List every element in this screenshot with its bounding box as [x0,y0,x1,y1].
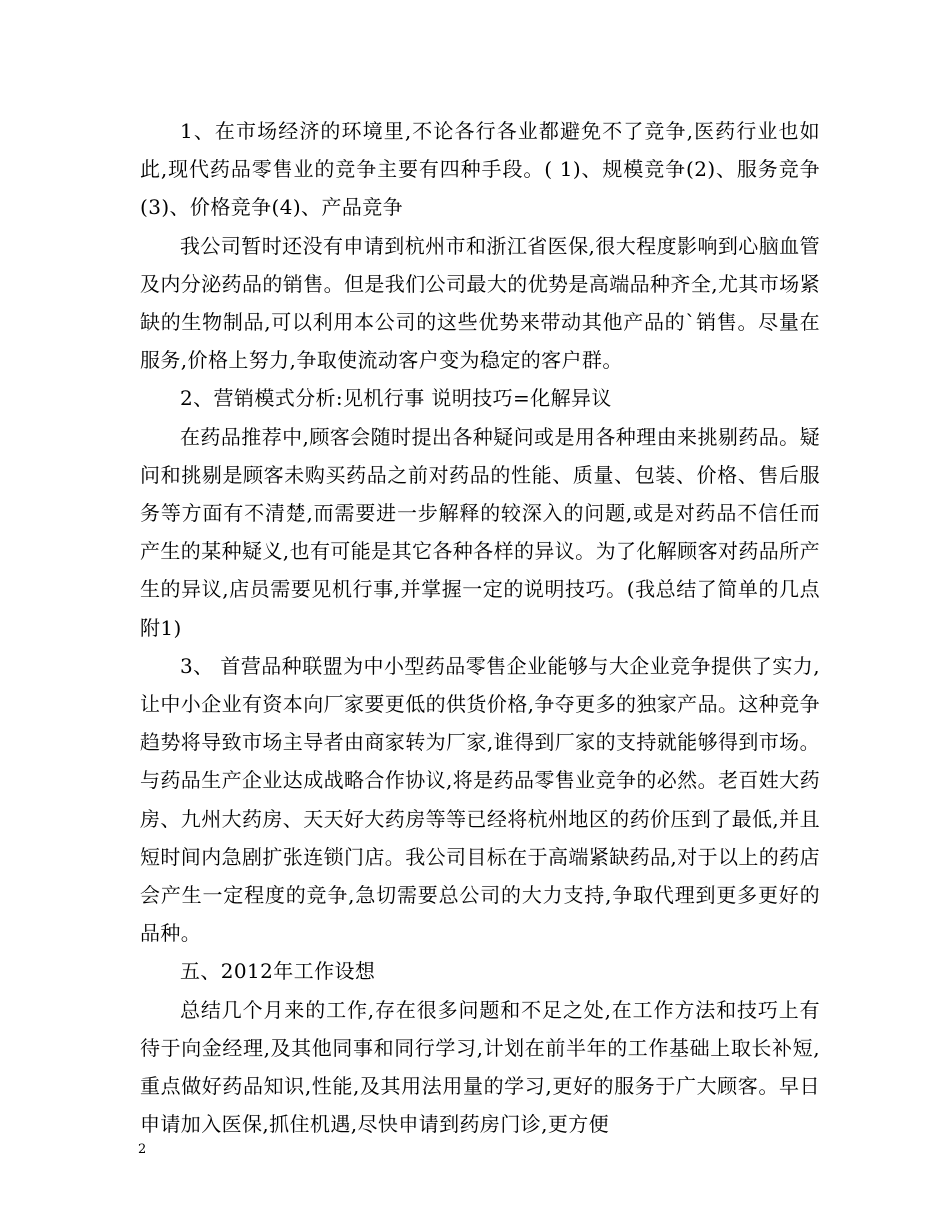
paragraph-product-alliance: 3、 首营品种联盟为中小型药品零售企业能够与大企业竞争提供了实力,让中小企业有资本向厂家要更低的供货价格,争夺更多的独家产品。这种竞争趋势将导致市场主导者由商家转为厂家,谁得到厂家的支持就能够得到市场。与药品生产企业达成战略合作协议,将是药品零售业竞争的必然。老百姓大药房、九州大药房、天天好大药房等等已经将杭州地区的药价压到了最低,并且短时间内急剧扩张连锁门店。我公司目标在于高端紧缺药品,对于以上的药店会产生一定程度的竞争,急切需要总公司的大力支持,争取代理到更多更好的品种。 [140,653,820,946]
paragraph-work-summary: 总结几个月来的工作,存在很多问题和不足之处,在工作方法和技巧上有待于向金经理,及其他同事和同行学习,计划在前半年的工作基础上取长补短,重点做好药品知识,性能,及其用法用量的学习,更好的服务于广大顾客。早日申请加入医保,抓住机遇,尽快申请到药房门诊,更方便 [140,997,820,1137]
paragraph-marketing-mode-heading: 2、营销模式分析:见机行事 说明技巧=化解异议 [180,386,612,411]
section-heading-2012-plan: 五、2012年工作设想 [180,959,376,984]
paragraph-company-insurance: 我公司暂时还没有申请到杭州市和浙江省医保,很大程度影响到心脑血管及内分泌药品的销售。但是我们公司最大的优势是高端品种齐全,尤其市场紧缺的生物制品,可以利用本公司的这些优势来带动其他产品的`销售。尽量在服务,价格上努力,争取使流动客户变为稳定的客户群。 [140,233,820,373]
paragraph-handling-objections: 在药品推荐中,顾客会随时提出各种疑问或是用各种理由来挑剔药品。疑问和挑剔是顾客未购买药品之前对药品的性能、质量、包装、价格、售后服务等方面有不清楚,而需要进一步解释的较深入的问题,或是对药品不信任而产生的某种疑义,也有可能是其它各种各样的异议。为了化解顾客对药品所产生的异议,店员需要见机行事,并掌握一定的说明技巧。(我总结了简单的几点附1) [140,424,820,640]
document-body [140,112,820,1143]
paragraph-market-competition: 1、在市场经济的环境里,不论各行各业都避免不了竞争,医药行业也如此,现代药品零售业的竞争主要有四种手段。( 1)、规模竞争(2)、服务竞争(3)、价格竞争(4)、产品竞争 [140,119,820,220]
page-number: 2 [138,1142,147,1157]
